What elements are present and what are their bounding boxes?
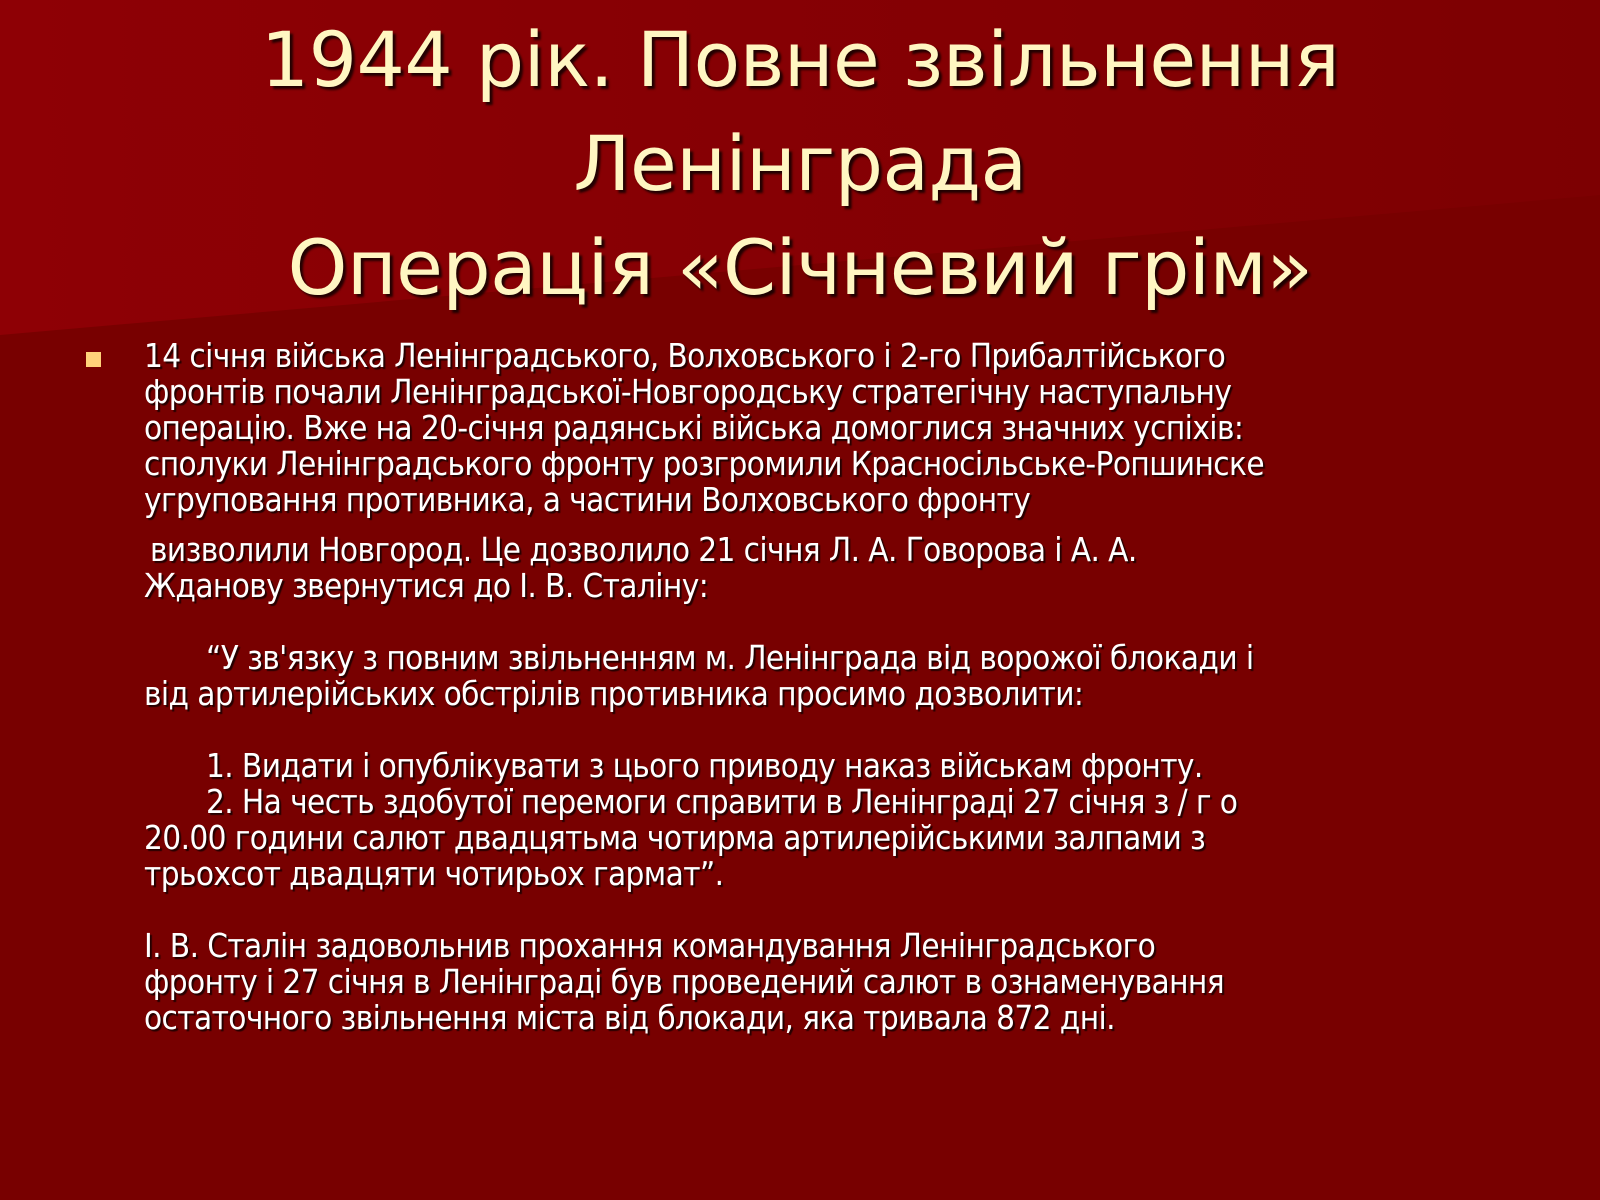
- text-line: фронтів почали Ленінградської-Новгородську стратегічну наступальну: [144, 372, 1232, 411]
- quote-line: “У зв'язку з повним звільненням м. Ленінграда від ворожої блокади і: [206, 638, 1254, 677]
- text-line: сполуки Ленінградського фронту розгромили Красносільське-Ропшинске: [144, 444, 1265, 483]
- slide-body: [144, 338, 1584, 1036]
- list-item: 1. Видати і опублікувати з цього приводу наказ військам фронту.: [206, 746, 1203, 785]
- text-line: фронту і 27 січня в Ленінграді був проведений салют в ознаменування: [144, 962, 1224, 1001]
- list-item-continuation: трьохсот двадцяти чотирьох гармат”.: [144, 854, 724, 893]
- request-items: [144, 748, 1584, 892]
- text-line: операцію. Вже на 20-січня радянські війська домоглися значних успіхів:: [144, 408, 1244, 447]
- bullet-square-icon: [86, 352, 101, 367]
- paragraph-request: [144, 532, 1584, 604]
- title-line-2: Ленінграда: [573, 119, 1027, 208]
- list-item-continuation: 20.00 години салют двадцятьма чотирма артилерійськими залпами з: [144, 818, 1206, 857]
- quote-line: від артилерійських обстрілів противника просимо дозволити:: [144, 674, 1084, 713]
- text-line: 14 січня війська Ленінградського, Волховського і 2-го Прибалтійського: [144, 336, 1226, 375]
- text-line: Жданову звернутися до І. В. Сталіну:: [144, 566, 709, 605]
- paragraph-conclusion: [144, 928, 1584, 1036]
- slide-title: [0, 8, 1600, 320]
- title-line-3: Операція «Січневий грім»: [287, 223, 1313, 312]
- quote-block: [144, 640, 1584, 712]
- text-line: І. В. Сталін задовольнив прохання командування Ленінградського: [144, 926, 1156, 965]
- text-line: угруповання противника, а частини Волховського фронту: [144, 480, 1031, 519]
- text-line: визволили Новгород. Це дозволило 21 січня Л. А. Говорова і А. А.: [150, 530, 1137, 569]
- list-item: 2. На честь здобутої перемоги справити в Ленінграді 27 січня з / г о: [206, 782, 1238, 821]
- text-line: остаточного звільнення міста від блокади, яка тривала 872 дні.: [144, 998, 1115, 1037]
- title-line-1: 1944 рік. Повне звільнення: [260, 15, 1340, 104]
- paragraph-intro: [144, 338, 1584, 518]
